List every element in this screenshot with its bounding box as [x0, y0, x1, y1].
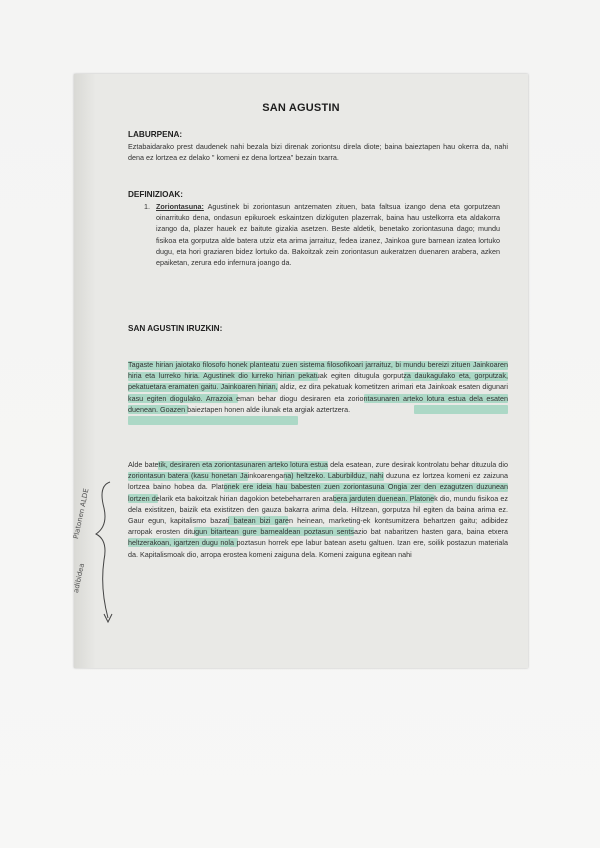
document-title: SAN AGUSTIN: [262, 102, 340, 114]
highlight-mark: [128, 416, 298, 425]
definizioak-heading: DEFINIZIOAK:: [128, 190, 184, 199]
laburpena-heading: LABURPENA:: [128, 130, 183, 139]
definition-item: [156, 201, 500, 268]
iruzkin-heading: SAN AGUSTIN IRUZKIN:: [128, 324, 223, 333]
margin-bracket-icon: [90, 478, 120, 628]
definition-number: 1.: [144, 202, 150, 211]
document-page: [74, 74, 528, 668]
definition-text: Agustinek bi zoriontasun antzematen zituen, bata faltsua izango dena eta gorputzean oinarrituko dena, ondasun epikuroek eskaintzen dizkiguten plazerrak, baina hau ustelkorra eta aldakorra izango da, plazer hauek ez baitute gizakia asetzen. Beste aldetik, benetako zoriontasuna dago; mundu fisikoa eta gorputza alde batera utziz eta arima jarraituz, fedea izanez, Jainkoa gure barnean izatea lortuko dugu, eta hori graziaren bidez lortuko da. Bakoitzak zein zoriontasun aukeratzen duenaren arabera, azken epaiketan, zerura edo infernura joango da.: [156, 202, 500, 268]
iruzkin-paragraph-1: Tagaste hirian jaiotako filosofo honek planteatu zuen sistema filosofikoari jarraituz, bi mundu bereizi zituen Jainkoaren hiria eta lurreko hiria. Agustinek dio lurreko hirian pekatuak egiten ditugula gorputza daukagulako eta, gorputzak, pekatuetara eramaten gaitu. Jainkoaren hirian, aldiz, ez dira pekatuak kometitzen arimari eta Jainkoak esaten digunari kasu egiten diogulako. Arrazoia eman behar diogu desiraren eta zoriontasunaren arteko lotura estua dela esaten duenean. Goazen baieztapen honen alde ilunak eta argiak aztertzera.: [128, 360, 508, 414]
iruzkin-paragraph-2: Alde batetik, desiraren eta zoriontasunaren arteko lotura estua dela esatean, zure desirak kontrolatu behar dituzula dio zoriontasun batera (kasu honetan Jainkoarengana) heltzeko. Laburbilduz, nahi duzuna ez lortzea komeni ez zaizuna lortzea baino hobea da. Platonek ere ideia hau babesten zuen zoriontasuna Ongia zer den ezagutzen duzunean lortzen delarik eta bakoitzak hirian dagokion betebeharraren arabera jarduten duenean. Platonek dio, mundu fisikoa ez dela existitzen, baizik eta existitzen den gauza bakarra arima dela. Hiltzean, gorputza hil egiten da baina arima ez. Gaur egun, kapitalismo bazati batean bizi garen heinean, marketing-ek kontsumitzera behartzen gaitu; adibidez arropak erosten ditugun bitartean gure barnealdean poztasun sentsazio bat nabaritzen hasten gara, baina etxera heltzerakoan, igartzen dugu nola poztasun horrek epe labur batean asetu galtuen. Izan ere, soilik postazun materiala da. Kapitalismoak dio, arropa erostea komeni zaiguna dela. Komeni zaiguna egitean nahi: [128, 460, 508, 559]
margin-note-platonen: Platonen ALDE: [72, 487, 91, 540]
laburpena-text: Eztabaidarako prest daudenek nahi bezala bizi direnak zoriontsu direla diote; baina baieztapen hau okerra da, nahi dena ez lortzea ez delako " komeni ez dena lortzea" bezain txarra.: [128, 142, 508, 163]
margin-note-adibidea: adibidea: [72, 562, 87, 594]
definition-term: Zoriontasuna:: [156, 202, 204, 211]
